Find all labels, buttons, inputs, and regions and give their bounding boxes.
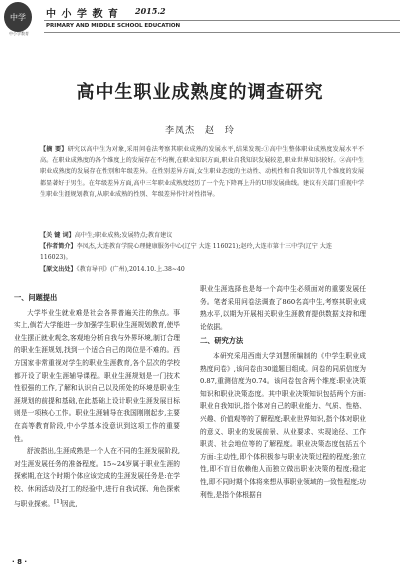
keywords [40,230,364,241]
source-text: 《教育导刊》(广州),2014.10.上.38~40 [76,266,185,273]
page-number: · 8 · [12,558,28,566]
section-heading-2: 二、研究方法 [200,336,244,346]
paragraph [14,445,180,510]
article-title: 高中生职业成熟度的调查研究 [76,82,324,103]
article-authors: 李凤杰 赵 玲 [165,126,235,136]
body-column-left [14,290,180,510]
abstract-text: 研究以高中生为对象,采用问卷法考察其职业成熟的发展水平,结果发现:①高中生整体职业成熟度发展水平不高。在职业成熟度的各个维度上的发展存在不均衡,在职业知识方面,职业自我知识发展较差,职业世界知识较好。②高中生职业成熟度的发展存在性别和年级差异。在性别差异方面,女生职业态度的主动性、动机性和自我知识等几个维度的发展都显著好于男生。在年级差异方面,高中三年职业成熟度经历了一个先下降再上升的U形发展曲线。建议有关部门重视中学生职业生涯规划教育,从职业成熟的性别、年级差异作针对性指导。 [40,146,364,198]
paragraph-text: 舒波指出,生涯成熟是一个人在不同的生涯发展阶段,对生涯发展任务的准备程度。15~24岁属于职业生涯的探索期,在这个时期个体应该完成的生涯发展任务是:在学校、休闲活动及打工的经验中,进行自我试探、角色探索与职业探索。 [14,447,180,508]
journal-header [0,0,400,38]
paragraph: 职业生涯选择也是每一个高中生必须面对的重要发展任务。笔者采用问卷法调查了860名高中生,考察其职业成熟水平,以期为开展相关职业生涯教育提供数据支持和理论依据。 [200,285,366,331]
paragraph-text-tail: 因此, [62,499,78,508]
paragraph: 大学毕业生就业难是社会各界普遍关注的焦点。事实上,倘若大学能进一步加强学生职业生涯规划教育,使毕业生摆正就业观念,客观地分析自我与外界环境,制订合理的职业生涯规划,找到一个适合自己的岗位是不难的。西方国家非常重视对学生的职业生涯教育,各个层次的学校都开设了职业生涯辅导课程。职业生涯规划是一门技术性很强的工作,了解和认识自己以及所处的环境是职业生涯规划的前提和基础,在此基础上设计职业生涯发展目标则是一项核心工作。职业生涯辅导在我国刚刚起步,主要在高等教育阶段,中小学基本没意识到这项工作的重要性。 [14,308,180,443]
journal-english-name: PRIMARY AND MIDDLE SCHOOL EDUCATION [44,20,400,33]
journal-title: 中 小 学 教 育 [46,9,119,20]
paragraph: 本研究采用西南大学刘慧所编制的《中学生职业成熟度问卷》,该问卷由30道题目组成。问卷的同质信度为0.87,重测信度为0.74。该问卷包含两个维度:职业决策知识和职业决策态度。其中职业决策知识包括两个方面:职业自我知识,指个体对自己的职业能力、气质、性格、兴趣、价值观等的了解程度;职业世界知识,指个体对职业的意义、职业的发展前景、从业要求、实现途径、工作职责、社会地位等的了解程度。职业决策态度包括五个方面:主动性,即个体积极参与职业决策过程的程度;独立性,即不盲目依赖他人而独立做出职业决策的程度;稳定性,即不同时期个体将来想从事职业领域的一致性程度;功利性,是指个体根据自 [200,351,366,499]
footnote-marker: [1] [54,498,63,505]
abstract-label: 【摘 要】 [40,146,68,153]
journal-logo: 中学 [4,2,32,32]
author-info [40,241,364,263]
body-column-right [200,283,366,501]
keywords-label: 【关 键 词】 [40,232,75,239]
journal-issue: 2015.2 [135,6,166,16]
keywords-text: 高中生;职业成熟;发展特点;教育建议 [74,232,173,239]
author-info-text: 李凤杰,大连教育学院心理健康服务中心(辽宁 大连 116021);赵玲,大连市第十三中学(辽宁 大连 116023)。 [40,243,332,262]
abstract [40,144,364,200]
logo-caption: 中小学教育 [9,31,29,36]
source-info [40,264,364,275]
section-heading-1: 一、问题提出 [14,293,58,302]
source-label: 【原文出处】 [40,266,77,273]
author-info-label: 【作者简介】 [40,243,77,250]
